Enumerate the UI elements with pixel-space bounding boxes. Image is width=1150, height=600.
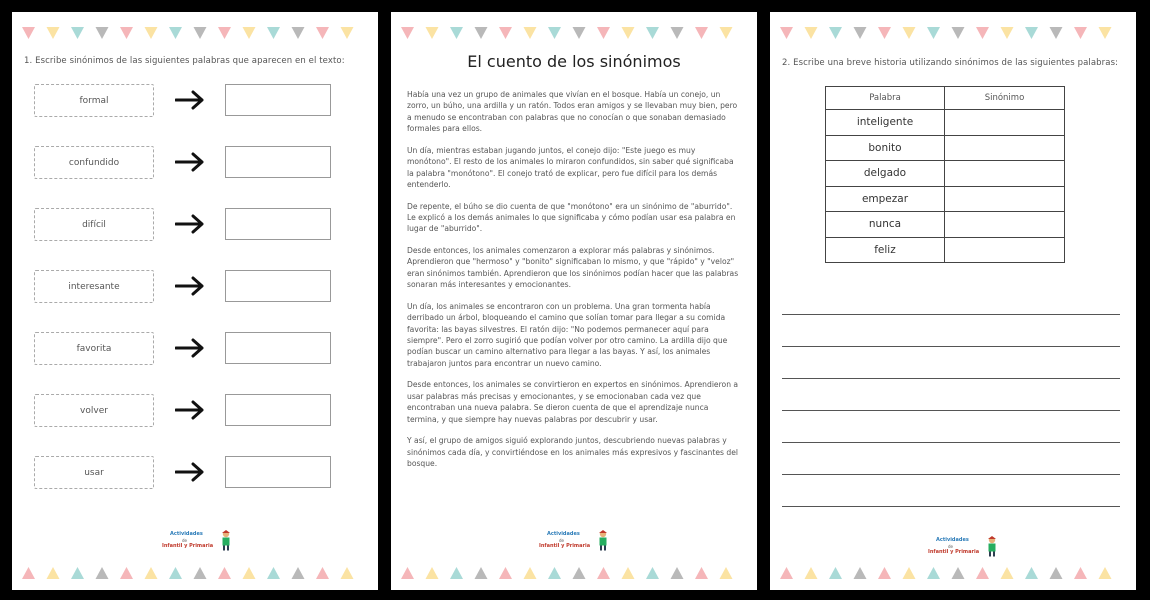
- arrow-right-icon: [175, 90, 205, 110]
- bunting-flag: [805, 27, 818, 39]
- bunting-flag: [1074, 567, 1087, 579]
- word-box-volver: volver: [34, 394, 154, 427]
- bunting-flag: [1050, 27, 1063, 39]
- synonym-cell[interactable]: [945, 110, 1065, 136]
- writing-line[interactable]: [782, 474, 1120, 475]
- bunting-flag: [71, 27, 84, 39]
- bunting-flag: [622, 27, 635, 39]
- answer-box-formal[interactable]: [225, 84, 331, 116]
- bunting-flag: [671, 27, 684, 39]
- arrow-right-icon: [175, 462, 205, 482]
- header-palabra: Palabra: [826, 87, 945, 110]
- arrow-right-icon: [175, 214, 205, 234]
- bunting-flag: [194, 27, 207, 39]
- bunting-flag: [829, 567, 842, 579]
- table-row: [826, 237, 1065, 263]
- bunting-flag: [169, 567, 182, 579]
- answer-box-favorita[interactable]: [225, 332, 331, 364]
- brand-logo: [539, 530, 609, 554]
- bunting-flag: [71, 567, 84, 579]
- table-row: [826, 161, 1065, 187]
- bunting-flag: [720, 567, 733, 579]
- bunting-flag: [720, 27, 733, 39]
- bunting-flag: [622, 567, 635, 579]
- story-paragraph: De repente, el búho se dio cuenta de que "monótono" era un sinónimo de "aburrido". Le explicó a los demás animales lo que significaba y cómo podían usar esa palabra en lugar de "aburrido".: [407, 201, 736, 234]
- bunting-flag: [475, 27, 488, 39]
- word-box-favorita: favorita: [34, 332, 154, 365]
- logo-text-line1: Actividades: [170, 531, 203, 537]
- synonym-cell[interactable]: [945, 161, 1065, 187]
- arrow-right-icon: [175, 276, 205, 296]
- bunting-flag: [475, 567, 488, 579]
- bunting-flag: [194, 567, 207, 579]
- bunting-flag: [780, 567, 793, 579]
- word-box-formal: formal: [34, 84, 154, 117]
- bunting-flag: [499, 567, 512, 579]
- bunting-flag: [1025, 27, 1038, 39]
- synonyms-table: [825, 86, 1065, 263]
- arrow-right-icon: [175, 338, 205, 358]
- bunting-flag: [976, 27, 989, 39]
- bunting-flag: [450, 567, 463, 579]
- logo-text-line2: de: [182, 538, 187, 543]
- bunting-flag: [976, 567, 989, 579]
- bunting-flag: [1025, 567, 1038, 579]
- bunting-flag: [169, 27, 182, 39]
- logo-text-line3: Infantil y Primaria: [539, 543, 591, 549]
- bunting-flag: [426, 27, 439, 39]
- arrow-right-icon: [175, 400, 205, 420]
- bunting-flag: [646, 27, 659, 39]
- table-word: feliz: [826, 237, 945, 263]
- bunting-flag: [145, 567, 158, 579]
- bunting-decoration-bottom: [12, 566, 378, 580]
- bunting-flag: [780, 27, 793, 39]
- bunting-flag: [218, 567, 231, 579]
- bunting-flag: [903, 27, 916, 39]
- logo-text-line2: de: [559, 538, 564, 543]
- kid-figure-icon: [986, 536, 998, 558]
- bunting-decoration-top: [770, 26, 1136, 40]
- brand-logo: [928, 536, 998, 560]
- table-word: bonito: [826, 135, 945, 161]
- word-box-dificil: difícil: [34, 208, 154, 241]
- bunting-flag: [120, 567, 133, 579]
- bunting-flag: [854, 27, 867, 39]
- bunting-flag: [671, 567, 684, 579]
- bunting-flag: [829, 27, 842, 39]
- table-word: delgado: [826, 161, 945, 187]
- bunting-flag: [341, 567, 354, 579]
- bunting-flag: [22, 27, 35, 39]
- writing-line[interactable]: [782, 378, 1120, 379]
- bunting-flag: [243, 27, 256, 39]
- bunting-flag: [524, 567, 537, 579]
- bunting-flag: [218, 27, 231, 39]
- bunting-flag: [548, 567, 561, 579]
- logo-text-line3: Infantil y Primaria: [928, 549, 980, 555]
- bunting-flag: [47, 567, 60, 579]
- bunting-flag: [646, 567, 659, 579]
- synonym-cell[interactable]: [945, 212, 1065, 238]
- bunting-flag: [47, 27, 60, 39]
- bunting-flag: [316, 27, 329, 39]
- logo-text-line1: Actividades: [936, 537, 969, 543]
- bunting-flag: [96, 567, 109, 579]
- writing-line[interactable]: [782, 410, 1120, 411]
- bunting-flag: [1050, 567, 1063, 579]
- logo-text-line3: Infantil y Primaria: [162, 543, 214, 549]
- logo-text-line1: Actividades: [547, 531, 580, 537]
- table-row: [826, 110, 1065, 136]
- table-word: inteligente: [826, 110, 945, 136]
- answer-box-dificil[interactable]: [225, 208, 331, 240]
- bunting-flag: [1001, 27, 1014, 39]
- story-text: [407, 89, 741, 480]
- bunting-flag: [927, 567, 940, 579]
- synonym-cell[interactable]: [945, 237, 1065, 263]
- bunting-flag: [805, 567, 818, 579]
- bunting-flag: [401, 27, 414, 39]
- bunting-flag: [573, 27, 586, 39]
- worksheet-page-2: [770, 12, 1136, 590]
- bunting-decoration-top: [391, 26, 757, 40]
- bunting-flag: [1099, 567, 1112, 579]
- word-box-confundido: confundido: [34, 146, 154, 179]
- story-page: [391, 12, 757, 590]
- bunting-flag: [22, 567, 35, 579]
- table-row: [826, 212, 1065, 238]
- bunting-flag: [952, 567, 965, 579]
- bunting-flag: [878, 567, 891, 579]
- bunting-flag: [927, 27, 940, 39]
- bunting-flag: [1001, 567, 1014, 579]
- writing-line[interactable]: [782, 314, 1120, 315]
- bunting-flag: [120, 27, 133, 39]
- worksheet-page-1: [12, 12, 378, 590]
- logo-text-line2: de: [948, 544, 953, 549]
- story-title: El cuento de los sinónimos: [467, 52, 681, 71]
- header-sinonimo: Sinónimo: [945, 87, 1065, 110]
- kid-figure-icon: [597, 530, 609, 552]
- bunting-flag: [548, 27, 561, 39]
- bunting-flag: [316, 567, 329, 579]
- bunting-flag: [292, 27, 305, 39]
- answer-box-volver[interactable]: [225, 394, 331, 426]
- bunting-flag: [426, 567, 439, 579]
- table-row: [826, 135, 1065, 161]
- brand-logo: [162, 530, 232, 554]
- arrow-right-icon: [175, 152, 205, 172]
- bunting-flag: [267, 27, 280, 39]
- story-paragraph: Y así, el grupo de amigos siguió explorando juntos, descubriendo nuevas palabras y sinónimos cada día, y convirtiéndose en los animales más expresivos y fascinantes del bosque.: [407, 436, 738, 469]
- bunting-flag: [573, 567, 586, 579]
- writing-line[interactable]: [782, 442, 1120, 443]
- table-header-row: [826, 87, 1065, 110]
- table-word: nunca: [826, 212, 945, 238]
- story-paragraph: Un día, mientras estaban jugando juntos, el conejo dijo: "Este juego es muy monótono". El resto de los animales lo miraron confundidos, sin saber qué significaba la palabra "monótono". El conejo trató de explicar, pero fue difícil para los demás entenderlo.: [407, 145, 734, 190]
- synonym-cell[interactable]: [945, 186, 1065, 212]
- synonym-cell[interactable]: [945, 135, 1065, 161]
- table-row: [826, 186, 1065, 212]
- bunting-flag: [695, 567, 708, 579]
- bunting-flag: [401, 567, 414, 579]
- bunting-flag: [903, 567, 916, 579]
- writing-line[interactable]: [782, 506, 1120, 507]
- story-paragraph: Desde entonces, los animales se convirtieron en expertos en sinónimos. Aprendieron a usar palabras más precisas y emocionantes, y se emocionaban cada vez que encontraban una nueva palabra. Se dieron cuenta de que el aprendizaje nunca termina, y que siempre hay nuevas palabras por descubrir y usar.: [407, 380, 739, 424]
- writing-line[interactable]: [782, 346, 1120, 347]
- bunting-flag: [450, 27, 463, 39]
- instruction-2: 2. Escribe una breve historia utilizando sinónimos de las siguientes palabras:: [782, 58, 1119, 68]
- bunting-flag: [1099, 27, 1112, 39]
- answer-box-confundido[interactable]: [225, 146, 331, 178]
- bunting-decoration-bottom: [770, 566, 1136, 580]
- instruction-1: 1. Escribe sinónimos de las siguientes palabras que aparecen en el texto:: [24, 56, 345, 66]
- bunting-flag: [597, 27, 610, 39]
- answer-box-usar[interactable]: [225, 456, 331, 488]
- table-word: empezar: [826, 186, 945, 212]
- bunting-decoration-bottom: [391, 566, 757, 580]
- bunting-flag: [267, 567, 280, 579]
- kid-figure-icon: [220, 530, 232, 552]
- word-box-interesante: interesante: [34, 270, 154, 303]
- bunting-flag: [292, 567, 305, 579]
- bunting-flag: [1074, 27, 1087, 39]
- bunting-flag: [243, 567, 256, 579]
- bunting-flag: [524, 27, 537, 39]
- bunting-flag: [145, 27, 158, 39]
- answer-box-interesante[interactable]: [225, 270, 331, 302]
- bunting-flag: [597, 567, 610, 579]
- bunting-flag: [499, 27, 512, 39]
- bunting-flag: [341, 27, 354, 39]
- bunting-flag: [96, 27, 109, 39]
- bunting-flag: [878, 27, 891, 39]
- bunting-flag: [854, 567, 867, 579]
- bunting-flag: [952, 27, 965, 39]
- story-paragraph: Había una vez un grupo de animales que vivían en el bosque. Había un conejo, un zorro, un búho, una ardilla y un ratón. Todos eran amigos y se llevaban muy bien, pero a menudo se encontraban con palabras que no conocían o que sonaban demasiado formales para ellos.: [407, 90, 738, 134]
- story-paragraph: Un día, los animales se encontraron con un problema. Una gran tormenta había derribado un árbol, bloqueando el camino que solían tomar para llegar a su comida favorita: las bayas silvestres. El ratón dijo: "No podemos permanecer aquí para siempre". Pero el zorro sugirió que podían volver por otro camino. La ardilla dijo que podían buscar un camino alternativo para llegar a las bayas. Y así, los animales trabajaron juntos para encontrar un nuevo camino.: [407, 301, 728, 368]
- word-box-usar: usar: [34, 456, 154, 489]
- bunting-flag: [695, 27, 708, 39]
- story-paragraph: Desde entonces, los animales comenzaron a explorar más palabras y sinónimos. Aprendieron que "hermoso" y "bonito" significaban lo mismo, y que "rápido" y "veloz" eran sinónimos también. Aprendieron que los sinónimos podían hacer que las palabras sonaran más interesantes y emocionantes.: [407, 246, 739, 290]
- bunting-decoration-top: [12, 26, 378, 40]
